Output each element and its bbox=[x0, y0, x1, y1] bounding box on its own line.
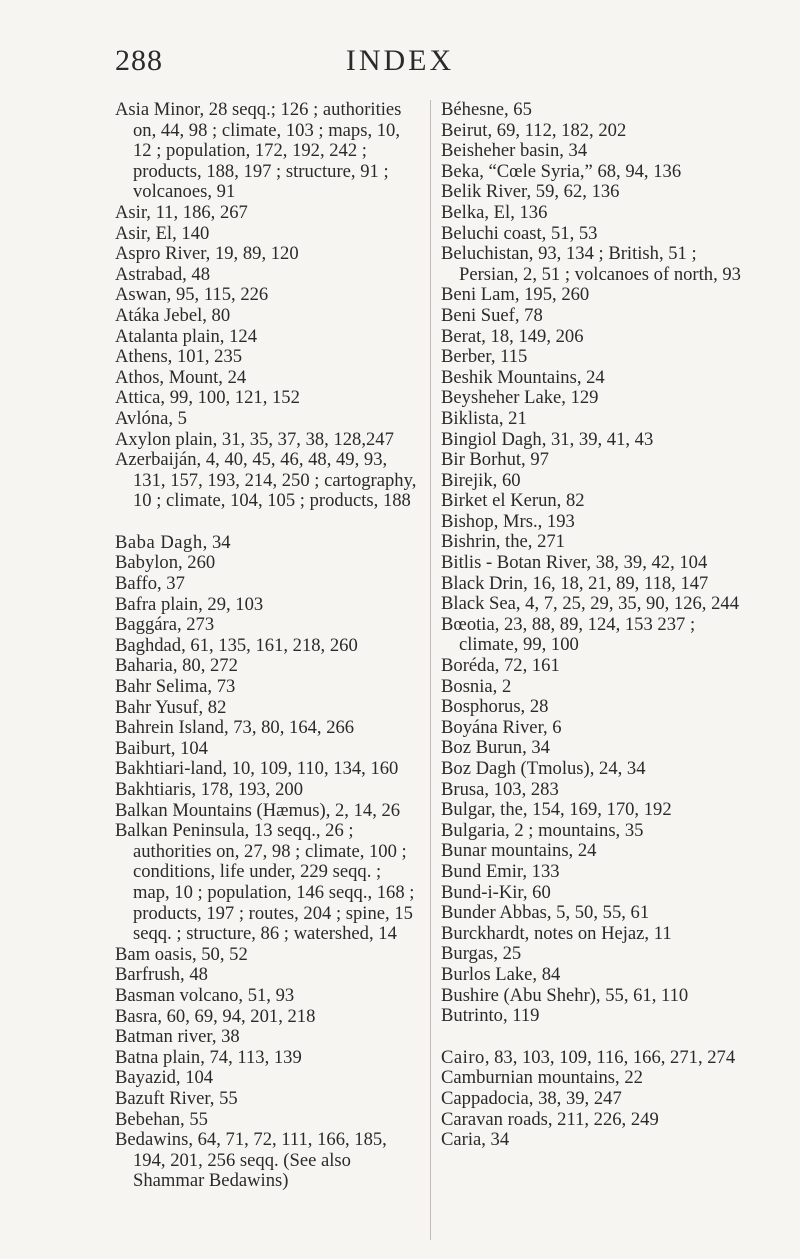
entry-text: Biklista, 21 bbox=[441, 407, 527, 429]
entry-text: Beluchistan, 93, 134 ; British, 51 ; Persian, 2, 51 ; volcanoes of north, 93 bbox=[441, 243, 741, 285]
index-entry bbox=[441, 986, 751, 1007]
index-entry bbox=[115, 656, 420, 677]
entry-text: Boz Dagh (Tmolus), 24, 34 bbox=[441, 758, 646, 779]
entry-text: Bir Borhut, 97 bbox=[441, 449, 549, 471]
entry-text: Bulgar, the, 154, 169, 170, 192 bbox=[441, 799, 672, 821]
index-entry bbox=[441, 841, 751, 862]
entry-text: Barfrush, 48 bbox=[115, 964, 208, 986]
index-entry bbox=[115, 244, 420, 265]
entry-text: Asir, El, 140 bbox=[115, 222, 210, 244]
entry-text: Baharia, 80, 272 bbox=[115, 655, 238, 677]
index-entry bbox=[115, 1089, 420, 1110]
index-entry bbox=[115, 595, 420, 616]
entry-text: Belka, El, 136 bbox=[441, 201, 548, 223]
index-entry bbox=[441, 656, 751, 677]
index-entry bbox=[115, 100, 420, 203]
index-entry bbox=[441, 1089, 751, 1110]
index-entry bbox=[441, 285, 751, 306]
index-entry bbox=[115, 718, 420, 739]
index-entry bbox=[115, 698, 420, 719]
entry-text: Berat, 18, 149, 206 bbox=[441, 325, 584, 347]
index-column-right bbox=[441, 100, 751, 1151]
index-entry bbox=[115, 553, 420, 574]
index-entry bbox=[441, 1068, 751, 1089]
entry-text: , 34 bbox=[202, 531, 231, 553]
column-divider bbox=[430, 100, 431, 1240]
entry-text: Bam oasis, 50, 52 bbox=[115, 943, 248, 965]
index-entry bbox=[115, 409, 420, 430]
entry-text: Bund Emir, 133 bbox=[441, 860, 560, 882]
index-entry bbox=[441, 141, 751, 162]
index-entry bbox=[441, 924, 751, 945]
index-entry bbox=[115, 636, 420, 657]
entry-text: Beni Suef, 78 bbox=[441, 304, 543, 326]
entry-text: Caria, 34 bbox=[441, 1129, 510, 1151]
index-entry bbox=[441, 697, 751, 718]
index-entry bbox=[441, 162, 751, 183]
index-entry bbox=[441, 944, 751, 965]
index-entry bbox=[441, 553, 751, 574]
entry-text: Asia Minor, 28 seqq.; 126 ; authorities on, 44, 98 ; climate, 103 ; maps, 10, 12 ; population, 172, 192, 242 ; products, 188, 197 ; structure, 91 ; volcanoes, 91 bbox=[115, 99, 402, 203]
index-entry bbox=[441, 121, 751, 142]
page-title: INDEX bbox=[345, 44, 455, 77]
index-entry bbox=[115, 203, 420, 224]
index-entry bbox=[115, 677, 420, 698]
entry-text: Beisheher basin, 34 bbox=[441, 140, 588, 162]
entry-text: Aspro River, 19, 89, 120 bbox=[115, 243, 299, 265]
entry-text: Bedawins, 64, 71, 72, 111, 166, 185, 194, 201, 256 seqq. (See also Shammar Bedawins) bbox=[115, 1129, 387, 1192]
index-entry bbox=[115, 615, 420, 636]
entry-text: Axylon plain, 31, 35, 37, 38, 128,247 bbox=[115, 428, 394, 450]
entry-text: Bulgaria, 2 ; mountains, 35 bbox=[441, 819, 644, 841]
index-entry bbox=[441, 512, 751, 533]
entry-text: Caravan roads, 211, 226, 249 bbox=[441, 1108, 659, 1130]
entry-text: Black Drin, 16, 18, 21, 89, 118, 147 bbox=[441, 572, 709, 594]
index-entry bbox=[115, 430, 420, 451]
entry-text: Babylon, 260 bbox=[115, 552, 216, 574]
entry-text: Brusa, 103, 283 bbox=[441, 778, 559, 800]
entry-text: Batna plain, 74, 113, 139 bbox=[115, 1046, 302, 1068]
index-entry bbox=[115, 986, 420, 1007]
index-entry bbox=[441, 574, 751, 595]
index-entry bbox=[441, 368, 751, 389]
entry-text: Astrabad, 48 bbox=[115, 263, 211, 285]
index-entry bbox=[441, 430, 751, 451]
index-entry bbox=[115, 821, 420, 945]
index-entry bbox=[441, 471, 751, 492]
index-entry bbox=[115, 347, 420, 368]
entry-text: Bakhtiaris, 178, 193, 200 bbox=[115, 779, 303, 800]
entry-text: Burgas, 25 bbox=[441, 943, 522, 965]
entry-text: Bahrein Island, 73, 80, 164, 266 bbox=[115, 717, 355, 739]
index-entry bbox=[441, 594, 751, 615]
entry-text: Beysheher Lake, 129 bbox=[441, 387, 599, 409]
index-entry bbox=[441, 532, 751, 553]
entry-text: Camburnian mountains, 22 bbox=[441, 1067, 643, 1089]
index-entry bbox=[441, 883, 751, 904]
index-entry bbox=[441, 718, 751, 739]
entry-text: Balkan Peninsula, 13 seqq., 26 ; authorities on, 27, 98 ; climate, 100 ; conditions, life under, 229 seqq. ; map, 10 ; population, 146 seqq., 168 ; products, 197 ; routes, 204 ; spine, 15 seqq. ; structure, 86 ; watershed, 14 bbox=[115, 820, 415, 945]
entry-text: Birket el Kerun, 82 bbox=[441, 490, 585, 512]
entry-text: Athens, 101, 235 bbox=[115, 346, 243, 368]
index-entry bbox=[441, 677, 751, 698]
entry-text: Boyána River, 6 bbox=[441, 716, 562, 738]
entry-text: Basra, 60, 69, 94, 201, 218 bbox=[115, 1005, 316, 1027]
index-entry bbox=[441, 182, 751, 203]
entry-text: Baghdad, 61, 135, 161, 218, 260 bbox=[115, 634, 358, 656]
index-entry bbox=[441, 224, 751, 245]
index-entry bbox=[115, 945, 420, 966]
index-entry bbox=[441, 800, 751, 821]
entry-text: Beirut, 69, 112, 182, 202 bbox=[441, 119, 627, 141]
index-entry bbox=[115, 574, 420, 595]
entry-text: Bunder Abbas, 5, 50, 55, 61 bbox=[441, 902, 650, 924]
entry-text: Butrinto, 119 bbox=[441, 1005, 540, 1027]
index-entry bbox=[115, 285, 420, 306]
entry-text: Bazuft River, 55 bbox=[115, 1087, 238, 1109]
index-entry bbox=[115, 1048, 420, 1069]
entry-text: Boz Burun, 34 bbox=[441, 737, 550, 759]
index-entry bbox=[115, 780, 420, 801]
index-entry bbox=[441, 409, 751, 430]
entry-text: Avlóna, 5 bbox=[115, 407, 187, 429]
entry-text: Berber, 115 bbox=[441, 346, 528, 368]
index-entry bbox=[441, 244, 751, 285]
index-entry bbox=[115, 801, 420, 822]
entry-text: Beni Lam, 195, 260 bbox=[441, 284, 590, 306]
entry-text: Basman volcano, 51, 93 bbox=[115, 984, 295, 1006]
index-entry bbox=[441, 491, 751, 512]
entry-text: Asir, 11, 186, 267 bbox=[115, 201, 248, 223]
index-entry bbox=[441, 450, 751, 471]
index-entry bbox=[115, 1027, 420, 1048]
entry-text: Bingiol Dagh, 31, 39, 41, 43 bbox=[441, 428, 654, 450]
index-entry bbox=[115, 1007, 420, 1028]
entry-text: Baggára, 273 bbox=[115, 614, 215, 636]
entry-text: Azerbaiján, 4, 40, 45, 46, 48, 49, 93, 131, 157, 193, 214, 250 ; cartography, 10 ; climate, 104, 105 ; products, 188 bbox=[115, 449, 417, 512]
entry-text: Bakhtiari-land, 10, 109, 110, 134, 160 bbox=[115, 758, 399, 780]
entry-text: Bahr Selima, 73 bbox=[115, 676, 236, 698]
entry-text: Bushire (Abu Shehr), 55, 61, 110 bbox=[441, 984, 689, 1006]
entry-text: Attica, 99, 100, 121, 152 bbox=[115, 387, 300, 409]
entry-text: Béhesne, 65 bbox=[441, 99, 532, 120]
entry-text: Atáka Jebel, 80 bbox=[115, 304, 231, 326]
index-entry bbox=[115, 368, 420, 389]
section-lead-term: Baba Dagh bbox=[115, 531, 203, 553]
entry-text: Cappadocia, 38, 39, 247 bbox=[441, 1087, 622, 1109]
entry-text: Black Sea, 4, 7, 25, 29, 35, 90, 126, 244 bbox=[441, 593, 739, 615]
index-entry bbox=[115, 1130, 420, 1192]
index-entry bbox=[441, 615, 751, 656]
entry-text: Batman river, 38 bbox=[115, 1026, 240, 1048]
index-entry bbox=[115, 739, 420, 760]
index-entry bbox=[441, 203, 751, 224]
entry-text: Boréda, 72, 161 bbox=[441, 655, 560, 677]
index-entry bbox=[115, 224, 420, 245]
entry-text: Bund-i-Kir, 60 bbox=[441, 881, 551, 903]
entry-text: Bosphorus, 28 bbox=[441, 696, 549, 718]
index-entry bbox=[115, 965, 420, 986]
entry-text: Bafra plain, 29, 103 bbox=[115, 593, 264, 615]
index-entry bbox=[115, 1068, 420, 1089]
index-entry bbox=[115, 327, 420, 348]
entry-text: Bunar mountains, 24 bbox=[441, 840, 597, 862]
index-entry bbox=[115, 1110, 420, 1131]
index-entry bbox=[441, 347, 751, 368]
index-entry bbox=[115, 759, 420, 780]
index-entry bbox=[441, 1048, 751, 1069]
entry-text: Beluchi coast, 51, 53 bbox=[441, 222, 598, 244]
entry-text: Bitlis - Botan River, 38, 39, 42, 104 bbox=[441, 552, 708, 574]
entry-text: Bishop, Mrs., 193 bbox=[441, 510, 575, 532]
index-entry bbox=[441, 965, 751, 986]
entry-text: Bayazid, 104 bbox=[115, 1067, 214, 1089]
entry-text: Bebehan, 55 bbox=[115, 1108, 208, 1130]
index-entry bbox=[441, 1110, 751, 1131]
letter-section-gap bbox=[115, 512, 420, 533]
entry-text: Athos, Mount, 24 bbox=[115, 366, 247, 388]
index-entry bbox=[441, 1130, 751, 1151]
index-entry bbox=[441, 821, 751, 842]
entry-text: Baffo, 37 bbox=[115, 573, 185, 595]
entry-text: Beshik Mountains, 24 bbox=[441, 366, 605, 388]
index-entry bbox=[441, 759, 751, 780]
index-entry bbox=[115, 265, 420, 286]
entry-text: Belik River, 59, 62, 136 bbox=[441, 181, 620, 203]
index-entry bbox=[441, 862, 751, 883]
page-number: 288 bbox=[115, 44, 163, 77]
page-header bbox=[0, 44, 800, 84]
entry-text: Balkan Mountains (Hæmus), 2, 14, 26 bbox=[115, 799, 401, 821]
index-entry bbox=[115, 306, 420, 327]
entry-text: Bishrin, the, 271 bbox=[441, 531, 565, 553]
index-entry bbox=[115, 450, 420, 512]
entry-text: Beka, “Cœle Syria,” 68, 94, 136 bbox=[441, 160, 682, 182]
index-entry bbox=[441, 780, 751, 801]
index-entry bbox=[441, 388, 751, 409]
section-lead-term: Cairo bbox=[441, 1046, 485, 1068]
entry-text: Bosnia, 2 bbox=[441, 675, 512, 697]
letter-section-gap bbox=[441, 1027, 751, 1048]
entry-text: Burckhardt, notes on Hejaz, 11 bbox=[441, 922, 672, 944]
entry-text: , 83, 103, 109, 116, 166, 271, 274 bbox=[484, 1046, 736, 1068]
index-entry bbox=[441, 903, 751, 924]
entry-text: Bœotia, 23, 88, 89, 124, 153 237 ; climate, 99, 100 bbox=[441, 613, 696, 656]
entry-text: Burlos Lake, 84 bbox=[441, 963, 561, 985]
index-entry bbox=[441, 738, 751, 759]
index-entry bbox=[441, 327, 751, 348]
entry-text: Bahr Yusuf, 82 bbox=[115, 696, 227, 718]
entry-text: Atalanta plain, 124 bbox=[115, 325, 257, 347]
entry-text: Baiburt, 104 bbox=[115, 737, 208, 759]
entry-text: Aswan, 95, 115, 226 bbox=[115, 284, 269, 306]
index-entry bbox=[441, 1006, 751, 1027]
index-entry bbox=[115, 388, 420, 409]
index-column-left bbox=[115, 100, 420, 1192]
index-entry bbox=[441, 306, 751, 327]
index-entry bbox=[115, 533, 420, 554]
index-entry bbox=[441, 100, 751, 121]
entry-text: Birejik, 60 bbox=[441, 469, 521, 491]
